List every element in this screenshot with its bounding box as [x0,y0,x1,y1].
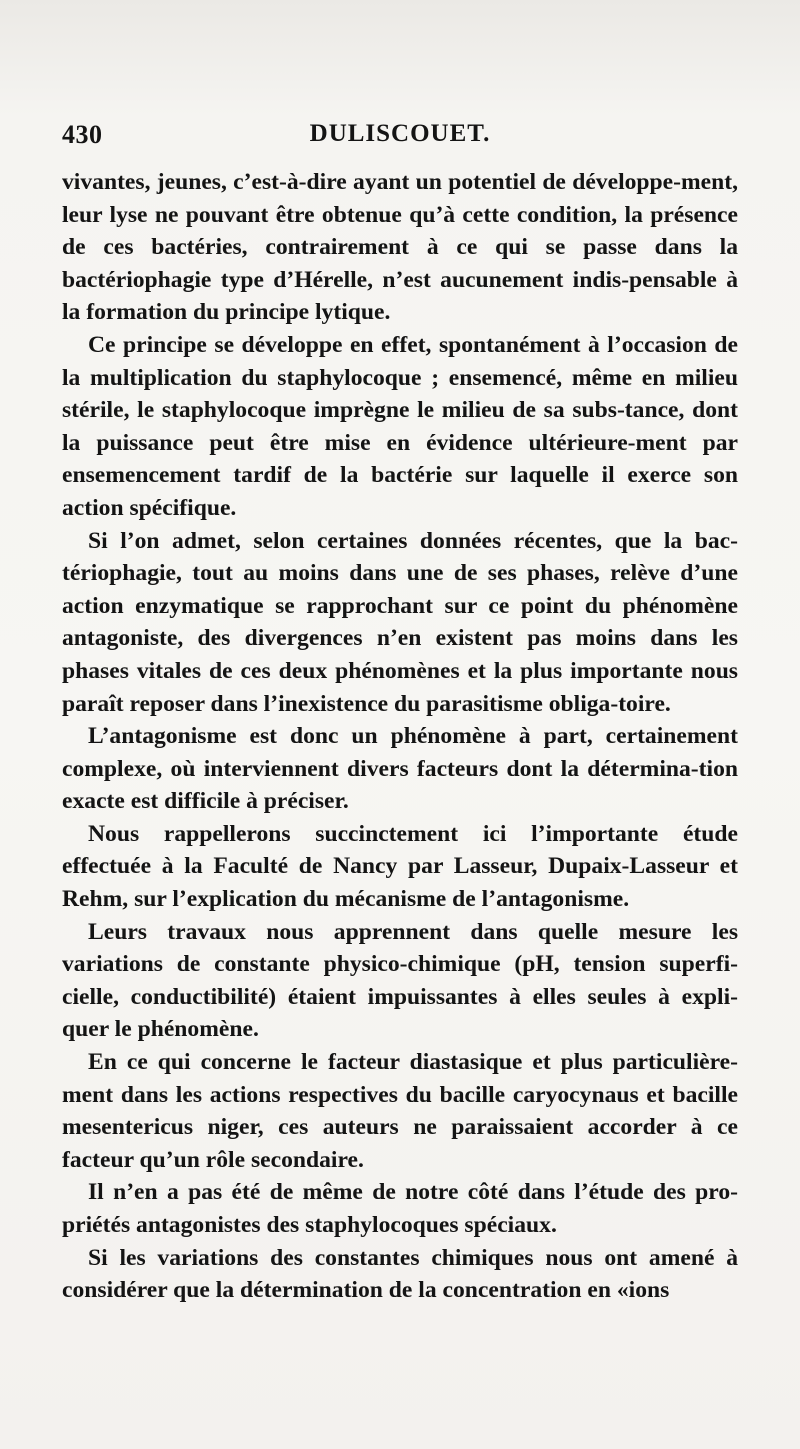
paragraph: Il n’en a pas été de même de notre côté dans l’étude des pro-priétés antagonistes des staphylocoques spéciaux. [62,1179,738,1238]
page-header [62,120,738,154]
running-head: DULISCOUET. [309,120,491,147]
paragraph: Si les variations des constantes chimiques nous ont amené à considérer que la détermination de la concentration en «ions [62,1244,738,1304]
paragraph: L’antagonisme est donc un phénomène à part, certainement complexe, où interviennent divers facteurs dont la détermina-tion exacte est difficile à préciser. [62,723,738,815]
paragraph: Leurs travaux nous apprennent dans quelle mesure les variations de constante physico-chimique (pH, tension superfi-cielle, conductibilité) étaient impuissantes à elles seules à expli-quer le phénomène. [62,918,738,1043]
paragraph: Nous rappellerons succinctement ici l’importante étude effectuée à la Faculté de Nancy par Lasseur, Dupaix-Lasseur et Rehm, sur l’explication du mécanisme de l’antagonisme. [62,820,738,913]
paragraph: vivantes, jeunes, c’est-à-dire ayant un potentiel de développe-ment, leur lyse ne pouvant être obtenue qu’à cette condition, la présence de ces bactéries, contrairement à ce qui se passe dans la bactériophagie type d’Hérelle, n’est aucunement indis-pensable à la formation du principe lytique. [62,169,738,326]
paragraph: En ce qui concerne le facteur diastasique et plus particulière-ment dans les actions respectives du bacille caryocynaus et bacille mesentericus niger, ces auteurs ne paraissaient accorder à ce facteur qu’un rôle secondaire. [62,1049,738,1173]
paragraph: Ce principe se développe en effet, spontanément à l’occasion de la multiplication du staphylocoque ; ensemencé, même en milieu stérile, le staphylocoque imprègne le milieu de sa subs-tance, dont la puissance peut être mise en évidence ultérieure-ment par ensemencement tardif de la bactérie sur laquelle il exerce son action spécifique. [62,331,738,521]
paragraph: Si l’on admet, selon certaines données récentes, que la bac-tériophagie, tout au moins dans une de ses phases, relève d’une action enzymatique se rapprochant sur ce point du phénomène antagoniste, des divergences n’en existent pas moins dans les phases vitales de ces deux phénomènes et la plus importante nous paraît reposer dans l’inexistence du parasitisme obliga-toire. [62,527,738,717]
page-number: 430 [62,120,103,149]
body-text [62,166,738,1307]
